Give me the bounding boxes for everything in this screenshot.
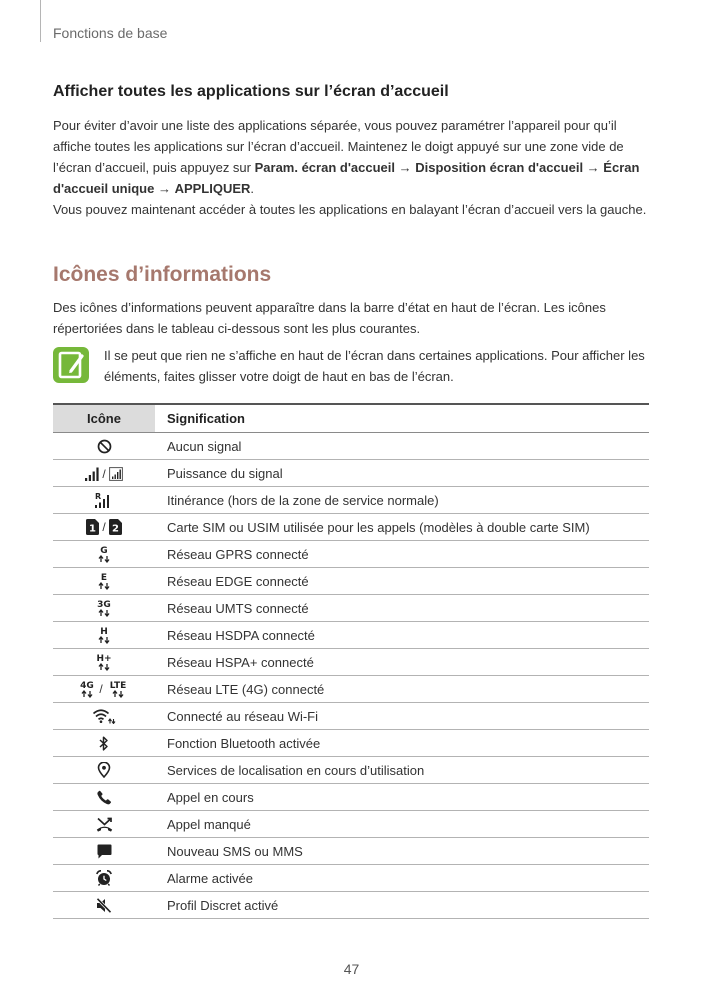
note-icon (53, 347, 89, 383)
wifi-icon (92, 708, 116, 724)
4g-icon (78, 680, 96, 698)
icon-cell (53, 865, 155, 892)
note-text: Il se peut que rien ne s’affiche en haut de l’écran dans certaines applications. Pour afficher les éléments, faites glisser votre doigt de haut en bas de l’écran. (104, 348, 645, 384)
instructions-paragraph (53, 115, 649, 199)
table-row (53, 568, 649, 595)
table-row (53, 460, 649, 487)
table-row (53, 433, 649, 460)
table-row (53, 487, 649, 514)
table-row (53, 541, 649, 568)
icon-cell (53, 541, 155, 568)
umts-label: 3G (97, 600, 111, 610)
menu-arrow: → (583, 160, 604, 175)
icon-cell (53, 730, 155, 757)
icon-cell (53, 811, 155, 838)
gprs-letter: G (100, 546, 108, 556)
meaning-cell: Puissance du signal (155, 460, 649, 487)
icon-cell (53, 649, 155, 676)
swipe-paragraph: Vous pouvez maintenant accéder à toutes les applications en balayant l’écran d’accueil vers la gauche. (53, 202, 647, 217)
meaning-cell: Réseau LTE (4G) connecté (155, 676, 649, 703)
meaning-cell: Itinérance (hors de la zone de service normale) (155, 487, 649, 514)
table-row (53, 730, 649, 757)
menu-path-apply: APPLIQUER (174, 181, 251, 196)
signal-strength-empty-icon (109, 467, 123, 481)
menu-path-single-home: Écran d'accueil unique (53, 160, 640, 196)
intro-paragraph: Des icônes d’informations peuvent apparaître dans la barre d’état en haut de l’écran. Les icônes répertoriées dans le tableau ci-dessous sont les plus courantes. (53, 300, 606, 336)
table-row (53, 676, 649, 703)
table-row (53, 622, 649, 649)
table-row (53, 649, 649, 676)
hspa-label: H+ (96, 654, 112, 664)
icon-cell (53, 703, 155, 730)
menu-path-home-settings: Param. écran d'accueil (254, 160, 396, 175)
lte-4g-label: 4G (80, 681, 95, 691)
icon-cell (53, 514, 155, 541)
icon-cell (53, 784, 155, 811)
location-icon (97, 762, 111, 778)
margin-line (40, 0, 41, 42)
icon-separator: / (102, 466, 106, 481)
meaning-cell: Services de localisation en cours d’utilisation (155, 757, 649, 784)
icon-cell (53, 460, 155, 487)
meaning-cell: Appel en cours (155, 784, 649, 811)
edge-icon (96, 572, 112, 590)
meaning-cell: Nouveau SMS ou MMS (155, 838, 649, 865)
call-icon (97, 790, 112, 805)
meaning-cell: Réseau UMTS connecté (155, 595, 649, 622)
icon-separator: / (102, 520, 106, 535)
icon-cell (53, 595, 155, 622)
meaning-cell: Connecté au réseau Wi-Fi (155, 703, 649, 730)
icon-cell (53, 622, 155, 649)
bluetooth-icon (99, 736, 109, 751)
mute-icon (96, 898, 112, 913)
table-row (53, 757, 649, 784)
subsection-title: Afficher toutes les applications sur l’écran d’accueil (53, 83, 449, 100)
table-row (53, 784, 649, 811)
meaning-cell: Fonction Bluetooth activée (155, 730, 649, 757)
table-row (53, 703, 649, 730)
table-header-row (53, 404, 649, 433)
lte-label: LTE (109, 681, 126, 691)
icon-cell (53, 757, 155, 784)
column-header-icon: Icône (53, 404, 155, 433)
sim-1-label: 1 (89, 523, 97, 535)
page-number: 47 (343, 961, 360, 977)
sim-2-label: 2 (111, 523, 119, 535)
table-row (53, 865, 649, 892)
table-row (53, 595, 649, 622)
instructions-text: Pour éviter d’avoir une liste des applications séparée, vous pouvez paramétrer l’appareil pour qu’il affiche toutes les applications sur l’écran d’accueil. Maintenez le doigt appuyé sur une zone vide de l’écran d’accueil, puis appuyez sur (53, 118, 624, 175)
table-row (53, 838, 649, 865)
lte-icon (106, 680, 130, 698)
meaning-cell: Carte SIM ou USIM utilisée pour les appels (modèles à double carte SIM) (155, 514, 649, 541)
hsdpa-icon (96, 626, 112, 644)
table-row (53, 892, 649, 919)
meaning-cell: Réseau GPRS connecté (155, 541, 649, 568)
menu-path-layout: Disposition écran d'accueil (415, 160, 584, 175)
menu-arrow: → (395, 160, 416, 175)
hspa-plus-icon (95, 653, 113, 671)
icon-cell (53, 838, 155, 865)
table-row (53, 811, 649, 838)
gprs-icon (96, 545, 112, 563)
alarm-icon (96, 870, 112, 886)
status-icons-table (53, 403, 649, 919)
meaning-cell: Profil Discret activé (155, 892, 649, 919)
sim-card-2-icon (109, 519, 122, 535)
roaming-letter: R (95, 492, 102, 502)
edge-letter: E (100, 573, 108, 583)
meaning-cell: Réseau HSDPA connecté (155, 622, 649, 649)
icon-cell (53, 568, 155, 595)
umts-icon (95, 599, 113, 617)
meaning-cell: Aucun signal (155, 433, 649, 460)
column-header-meaning: Signification (155, 404, 649, 433)
icon-separator: / (99, 682, 103, 696)
no-signal-icon (97, 439, 112, 454)
sentence-end: . (250, 181, 255, 196)
message-icon (97, 844, 112, 859)
section-title: Icônes d’informations (53, 263, 272, 286)
icon-cell (53, 487, 155, 514)
signal-strength-icon (85, 467, 99, 481)
roaming-icon (95, 492, 113, 508)
icon-cell (53, 433, 155, 460)
running-header: Fonctions de base (53, 25, 168, 41)
icon-cell (53, 676, 155, 703)
meaning-cell: Réseau HSPA+ connecté (155, 649, 649, 676)
meaning-cell: Appel manqué (155, 811, 649, 838)
sim-card-1-icon (86, 519, 99, 535)
hsdpa-letter: H (100, 627, 108, 637)
table-row (53, 514, 649, 541)
missed-call-icon (96, 817, 113, 832)
meaning-cell: Réseau EDGE connecté (155, 568, 649, 595)
meaning-cell: Alarme activée (155, 865, 649, 892)
menu-arrow: → (154, 181, 175, 196)
icon-cell (53, 892, 155, 919)
